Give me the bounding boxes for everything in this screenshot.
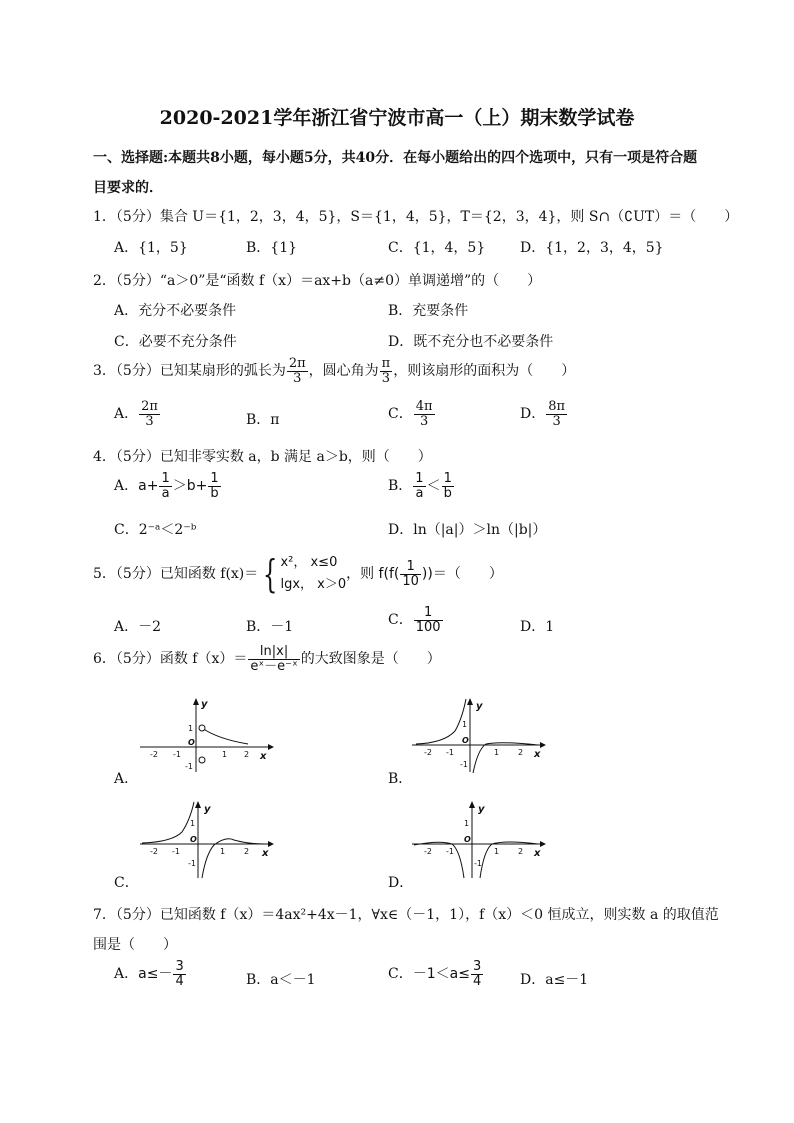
q5-option-b: B．－1 <box>246 619 294 635</box>
q3-option-d: D． $\frac{8\pi}{3}$ <box>520 399 566 429</box>
question-7-stem-line2: 围是（ ） <box>93 937 177 953</box>
graph-b-tick-y-1: 1 <box>462 720 468 729</box>
q5-option-a: A．－2 <box>114 619 162 635</box>
graph-c-tick-x-2: 2 <box>244 847 250 856</box>
q6-option-d: D． <box>388 875 414 891</box>
graph-a-tick-x-2: 2 <box>244 750 250 759</box>
graph-d <box>410 800 550 880</box>
graph-c-tick-y-1: 1 <box>190 819 196 828</box>
question-3-stem: 3．（5分）已知某扇形的弧长为 $\frac{2\pi}{3}$ ，圆心角为 $\frac{\pi}{3}$ ，则该扇形的面积为（ ） <box>93 356 576 386</box>
graph-a-x-label: x <box>260 751 267 762</box>
q3-option-b: B．π <box>246 412 280 428</box>
q4-option-d: D．ln（|a|）＞ln（|b|） <box>388 522 547 538</box>
graph-b <box>410 697 550 775</box>
graph-a-origin: O <box>188 738 195 747</box>
graph-a-tick-y-1: 1 <box>188 724 194 733</box>
graph-d-tick-x-1: 1 <box>494 847 500 856</box>
graph-b-tick-x-2: 2 <box>518 748 524 757</box>
graph-b-tick-x-neg2: -2 <box>424 748 432 757</box>
graph-c <box>138 800 278 880</box>
q2-option-b: B．充要条件 <box>388 303 469 319</box>
graph-c-tick-x-neg2: -2 <box>150 847 158 856</box>
graph-d-tick-x-neg2: -2 <box>424 847 432 856</box>
question-4-stem: 4．（5分）已知非零实数 a，b 满足 a＞b，则（ ） <box>93 449 432 465</box>
piecewise-brace: { <box>263 552 278 596</box>
q1-option-b: B．{1} <box>246 240 298 256</box>
q3-option-a: A． $\frac{2\pi}{3}$ <box>114 399 158 429</box>
q6-option-c: C． <box>114 875 139 891</box>
graph-d-tick-y-1: 1 <box>464 819 470 828</box>
q5-option-c: C． $\frac{1}{100}$ <box>388 605 441 635</box>
graph-c-x-label: x <box>262 848 269 859</box>
q2-option-a: A．充分不必要条件 <box>114 303 237 319</box>
q2-option-c: C．必要不充分条件 <box>114 334 237 350</box>
graph-d-tick-y-neg1: -1 <box>474 859 482 868</box>
arc-length-fraction: $\frac{2\pi}{3}$ <box>288 356 306 386</box>
q7-option-d: D．a≤－1 <box>520 972 589 988</box>
piecewise-cases: x²， x≤0 lgx， x＞0 <box>280 555 347 592</box>
graph-d-x-label: x <box>534 848 541 859</box>
graph-c-y-label: y <box>204 804 211 815</box>
graph-b-tick-x-neg1: -1 <box>446 748 454 757</box>
graph-c-tick-x-1: 1 <box>220 847 226 856</box>
graph-c-origin: O <box>190 835 197 844</box>
graph-d-tick-x-2: 2 <box>518 847 524 856</box>
q4-option-c: C．2⁻ᵃ＜2⁻ᵇ <box>114 522 197 538</box>
q7-option-a: A．a≤－ $\frac{3}{4}$ <box>114 959 184 989</box>
graph-c-tick-x-neg1: -1 <box>172 847 180 856</box>
graph-b-origin: O <box>462 736 469 745</box>
function-fraction: $\frac{\ln|x|}{\text{eˣ－e⁻ˣ}}$ <box>250 644 298 674</box>
q4-option-a: A．a+ $\frac{1}{a}$ ＞b+ $\frac{1}{b}$ <box>114 471 219 501</box>
question-6-stem: 6．（5分）函数 f（x）＝ $\frac{\ln|x|}{\text{eˣ－e⁻ˣ}}$ 的大致图象是（ ） <box>93 644 441 674</box>
graph-c-tick-y-neg1: -1 <box>188 859 196 868</box>
question-7-stem-line1: 7．（5分）已知函数 f（x）＝4ax²+4x－1，∀x∈（－1，1），f（x）＜0 恒成立，则实数 a 的取值范 <box>93 907 719 923</box>
page-title: 2020-2021学年浙江省宁波市高一（上）期末数学试卷 <box>159 107 635 129</box>
graph-b-tick-x-1: 1 <box>494 748 500 757</box>
graph-a-tick-x-neg2: -2 <box>150 750 158 759</box>
question-1-stem: 1．（5分）集合 U＝{1，2，3，4，5}，S＝{1，4，5}，T＝{2，3，4}，则 S∩（∁UT）＝（ ） <box>93 209 739 225</box>
q1-option-a: A．{1，5} <box>114 240 188 256</box>
q7-option-b: B．a＜－1 <box>246 972 316 988</box>
graph-a-tick-y-neg1: -1 <box>185 762 193 771</box>
graph-b-y-label: y <box>476 701 483 712</box>
q2-option-d: D．既不充分也不必要条件 <box>388 334 554 350</box>
graph-b-tick-y-neg1: -1 <box>460 760 468 769</box>
q4-option-b: B． $\frac{1}{a}$ ＜ $\frac{1}{b}$ <box>388 471 452 501</box>
question-5-stem: 5．（5分）已知函数 f(x)＝ { x²， x≤0 lgx， x＞0 ，则 f(f( $\frac{1}{10}$ ))＝（ ） <box>93 552 503 596</box>
graph-a <box>138 697 278 775</box>
section-heading: 一、选择题:本题共8小题，每小题5分，共40分．在每小题给出的四个选项中，只有一项是符合题目要求的． <box>93 150 698 196</box>
q6-option-b: B． <box>388 771 413 787</box>
graph-d-origin: O <box>464 835 471 844</box>
graph-a-tick-x-1: 1 <box>222 750 228 759</box>
q6-option-a: A． <box>114 771 139 787</box>
graph-d-tick-x-neg1: -1 <box>446 847 454 856</box>
graph-a-y-label: y <box>201 699 208 710</box>
graph-b-x-label: x <box>534 749 541 760</box>
graph-d-y-label: y <box>478 804 485 815</box>
q7-option-c: C．－1＜a≤ $\frac{3}{4}$ <box>388 959 482 989</box>
q1-option-c: C．{1，4，5} <box>388 240 486 256</box>
q1-option-d: D．{1，2，3，4，5} <box>520 240 664 256</box>
graph-a-tick-x-neg1: -1 <box>173 750 181 759</box>
q3-option-c: C． $\frac{4\pi}{3}$ <box>388 399 433 429</box>
q5-option-d: D．1 <box>520 619 555 635</box>
central-angle-fraction: $\frac{\pi}{3}$ <box>381 356 391 386</box>
question-2-stem: 2．（5分）“a＞0”是“函数 f（x）＝ax+b（a≠0）单调递增”的（ ） <box>93 273 542 289</box>
